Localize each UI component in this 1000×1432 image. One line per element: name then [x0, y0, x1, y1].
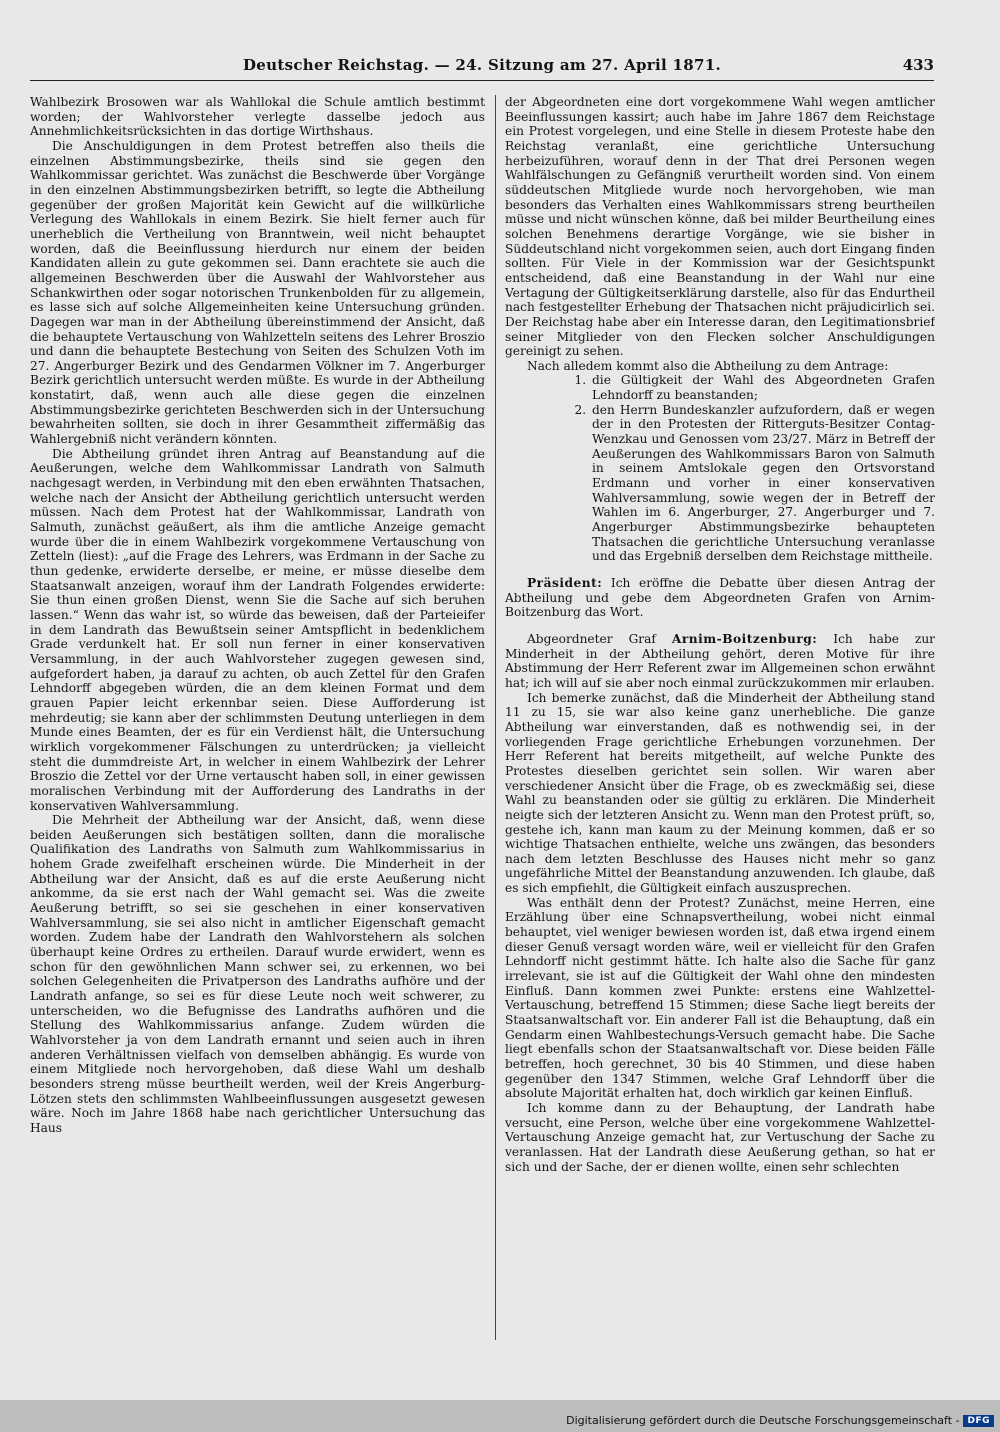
column-divider — [495, 95, 496, 1340]
president-statement — [505, 576, 935, 620]
speaker-name: Präsident: — [527, 576, 603, 590]
paragraph: der Abgeordneten eine dort vorgekommene Wahl wegen amtlicher Beeinflussungen kassirt; auch habe im Jahre 1867 dem Reichstage ein Protest vorgelegen, und eine Stelle in diesem Proteste habe den Reichstag veranlaßt, eine gerichtliche Untersuchung herbeizuführen, worauf denn in der That drei Personen wegen Wahlfälschungen zu Gefängniß verurtheilt worden sind. Von einem süddeutschen Mitgliede wurde noch hervorgehoben, wie man besonders das Verhalten eines Wahlkommissars streng beurtheilen müsse und nicht wünschen könne, daß bei milder Beurtheilung eines solchen Benehmens derartige Vorgänge, wie sie bisher in Süddeutschland nicht vorgekommen seien, auch dort Eingang finden sollten. Für Viele in der Kommission war der Gesichtspunkt entscheidend, daß eine Beanstandung in der Wahl nur eine Vertagung der Gültigkeitserklärung darstelle, also für das Endurtheil nach festgestellter Erhebung der Thatsachen nicht präjudicirlich sei. Der Reichstag habe aber ein Interesse daran, den Legitimationsbrief seiner Mitglieder von den Flecken solcher Anschuldigungen gereinigt zu sehen. — [505, 95, 935, 359]
motion-item: 2. den Herrn Bundeskanzler aufzufordern, daß er wegen der in den Protesten der Ritterguts-Besitzer Contag-Wenzkau und Genossen vom 23/27. März in Betreff der Aeußerungen des Wahlkommissars Baron von Salmuth in seinem Amtslokale gegen den Ortsvorstand Erdmann und vorher in einer konservativen Wahlversammlung, sowie wegen der in Betreff der Wahlen im 6. Angerburger, 27. Angerburger und 7. Angerburger Abstimmungsbezirke behaupteten Thatsachen die gerichtliche Untersuchung veranlasse und das Ergebniß derselben dem Reichstage mittheile. — [590, 403, 935, 564]
speaker-prefix: Abgeordneter Graf — [527, 631, 656, 646]
right-column — [505, 95, 935, 1340]
paragraph: Ich komme dann zu der Behauptung, der Landrath habe versucht, eine Person, welche über eine vorgekommene Wahlzettel-Vertauschung Anzeige gemacht hat, zur Vertuschung der Sache zu veranlassen. Hat der Landrath diese Aeußerung gethan, so hat er sich und der Sache, der er dienen wollte, einen sehr schlechten — [505, 1100, 935, 1174]
paragraph: Ich bemerke zunächst, daß die Minderheit der Abtheilung stand 11 zu 15, sie war also keine ganz unerhebliche. Die ganze Abtheilung war einverstanden, daß es nothwendig sei, in der vorliegenden Frage gerichtliche Erhebungen vorzunehmen. Der Herr Referent hat bereits mitgetheilt, auf welche Punkte des Protestes dieselben gerichtet sein sollen. Wir waren aber verschiedener Ansicht über die Frage, ob es zweckmäßig sei, diese Wahl zu beanstanden oder sie gültig zu erklären. Die Minderheit neigte sich der letzteren Ansicht zu. Wenn man den Protest prüft, so, gestehe ich, kann man kaum zu der Meinung kommen, daß er so wichtige Thatsachen enthielte, welche uns zwängen, das besonders nach dem letzten Beschlusse des Hauses nicht mehr so ganz ungefährliche Mittel der Beanstandung anzuwenden. Ich glaube, daß es sich empfiehlt, die Gültigkeit einfach auszusprechen. — [505, 690, 935, 896]
paragraph: Was enthält denn der Protest? Zunächst, meine Herren, eine Erzählung über eine Schnapsvertheilung, wobei nicht einmal behauptet, viel weniger bewiesen worden ist, daß etwa irgend einem dieser Genuß versagt worden wäre, weil er vielleicht für den Grafen Lehndorff nicht gestimmt hätte. Ich halte also die Sache für ganz irrelevant, sie ist auf die Gültigkeit der Wahl ohne den mindesten Einfluß. Dann kommen zwei Punkte: erstens eine Wahlzettel-Vertauschung, betreffend 15 Stimmen; diese Sache liegt bereits der Staatsanwaltschaft vor. Ein anderer Fall ist die Behauptung, daß ein Gendarm einen Wahlbestechungs-Versuch gemacht habe. Die Sache liegt ebenfalls schon der Staatsanwaltschaft vor. Diese beiden Fälle betreffen, hoch gerechnet, 30 bis 40 Stimmen, und diese haben gegenüber den 1347 Stimmen, welche Graf Lehndorff über die absolute Majorität erhalten hat, doch wirklich gar keinen Einfluß. — [505, 895, 935, 1101]
left-column — [30, 95, 485, 1340]
credit-text: Digitalisierung gefördert durch die Deutsche Forschungsgemeinschaft - — [566, 1414, 960, 1427]
paragraph: Nach alledem kommt also die Abtheilung zu dem Antrage: — [527, 358, 889, 373]
motion-list — [505, 373, 935, 564]
speaker-name: Arnim-Boitzenburg: — [671, 631, 818, 646]
motion-item: 1. die Gültigkeit der Wahl des Abgeordneten Grafen Lehndorff zu beanstanden; — [590, 373, 935, 402]
page-header — [30, 54, 934, 81]
digitization-credit — [566, 1414, 994, 1427]
dfg-logo: DFG — [963, 1415, 994, 1427]
page-number: 433 — [902, 56, 934, 74]
paragraph: Die Mehrheit der Abtheilung war der Ansicht, daß, wenn diese beiden Aeußerungen sich bestätigen sollten, dann die moralische Qualifikation des Landraths von Salmuth zum Wahlkommissarius in hohem Grade zweifelhaft erscheinen würde. Die Minderheit in der Abtheilung war der Ansicht, daß es auf die erste Aeußerung nicht ankomme, da sie erst nach der Wahl gemacht sei. Was die zweite Aeußerung betrifft, so sei sie geschehen in einer konservativen Wahlversammlung, sie sei also nicht in amtlicher Eigenschaft gemacht worden. Zudem habe der Landrath den Wahlvorstehern als solchen überhaupt keine Ordres zu ertheilen. Darauf wurde erwidert, wenn es schon für den gewöhnlichen Mann schwer sei, zu erkennen, wo bei solchen Gelegenheiten die Privatperson des Landraths aufhöre und der Landrath anfange, so sei es für diese Leute noch weit schwerer, zu unterscheiden, wo die Befugnisse des Landraths aufhören und die Stellung des Wahlkommissarius anfange. Zudem würden die Wahlvorsteher ja von dem Landrath ernannt und seien auch in ihren anderen Verhältnissen vielfach von demselben abhängig. Es wurde von einem Mitgliede noch hervorgehoben, daß diese Wahl um deshalb besonders streng müsse beurtheilt werden, weil der Kreis Angerburg-Lötzen stets den schlimmsten Wahlbeeinflussungen ausgesetzt gewesen wäre. Noch im Jahre 1868 habe nach gerichtlicher Untersuchung das Haus — [30, 813, 485, 1135]
statement-text: Ich habe zur Minderheit in der Abtheilung gehört, deren Motive für ihre Abstimmung der Herr Referent zwar im Allgemeinen schon erwähnt hat; ich will auf sie aber noch einmal zurückzukommen mir erlauben. — [505, 631, 935, 690]
statement-text: Ich eröffne die Debatte über diesen Antrag der Abtheilung und gebe dem Abgeordneten Grafen von Arnim-Boitzenburg das Wort. — [505, 576, 935, 620]
paragraph: Die Abtheilung gründet ihren Antrag auf Beanstandung auf die Aeußerungen, welche dem Wahlkommissar Landrath von Salmuth nachgesagt werden, in Verbindung mit den eben erwähnten Thatsachen, welche nach der Ansicht der Abtheilung gerichtlich untersucht werden müssen. Nach dem Protest hat der Wahlkommissar, Landrath von Salmuth, zunächst geäußert, als ihm die amtliche Anzeige gemacht wurde über die in einem Wahlbezirk vorgekommene Vertauschung von Zetteln (liest): „auf die Frage des Lehrers, was Erdmann in der Sache zu thun gedenke, erwiderte derselbe, er meine, er müsse dieselbe dem Staatsanwalt anzeigen, worauf ihm der Landrath Folgendes erwiderte: Sie thun einen großen Dienst, wenn Sie die Sache auf sich beruhen lassen.“ Wenn das wahr ist, so würde das beweisen, daß der Parteieifer in dem Landrath das Bewußtsein seiner Amtspflicht in bedenklichem Grade verdunkelt hat. Er soll nun ferner in einer konservativen Versammlung, in der auch Wahlvorsteher zugegen gewesen sind, aufgefordert haben, ja darauf zu achten, ob auch Zettel für den Grafen Lehndorff abgegeben würden, die an dem kleinen Format und dem grauen Papier leicht erkennbar seien. Diese Aufforderung ist mehrdeutig; sie kann aber der schlimmsten Deutung unterliegen in dem Munde eines Beamten, der es für ein Verdienst hält, die Untersuchung wirklich vorgekommener Fälschungen zu unterdrücken; ja vielleicht steht die dummdreiste Art, in welcher in einem Wahlbezirk der Lehrer Broszio die Zettel vor der Urne vertauscht haben soll, in einer gewissen moralischen Verbindung mit der Aufforderung des Landraths in der konservativen Wahlversammlung. — [30, 446, 485, 813]
paragraph: Die Anschuldigungen in dem Protest betreffen also theils die einzelnen Abstimmungsbezirke, theils sind sie gegen den Wahlkommissar gerichtet. Was zunächst die Beschwerde über Vorgänge in den einzelnen Abstimmungsbezirken betrifft, so legte die Abtheilung gegenüber der großen Majorität kein Gewicht auf die willkürliche Verlegung des Wahllokals in einem Bezirk. Sie hielt ferner auch für unerheblich die Vertheilung von Branntwein, weil nicht behauptet worden, daß die Beeinflussung hierdurch nur einem der beiden Kandidaten allein zu gute gekommen sei. Dann erachtete sie auch die allgemeinen Beschwerden über die Auswahl der Wahlvorsteher aus Schankwirthen oder sogar notorischen Trunkenbolden für zu allgemein, es lasse sich auf solche Allgemeinheiten keine Untersuchung gründen. Dagegen war man in der Abtheilung übereinstimmend der Ansicht, daß die behauptete Vertauschung von Wahlzetteln seitens des Lehrer Broszio und dann die behauptete Bestechung von Seiten des Schulzen Voth im 27. Angerburger Bezirk und des Gendarmen Völkner im 7. Angerburger Bezirk gerichtlich untersucht werden müßte. Es wurde in der Abtheilung konstatirt, daß, wenn auch alle diese gegen die einzelnen Abstimmungsbezirke gerichteten Beschwerden sich in der Untersuchung bewahrheiten sollten, sie doch in ihrer Gesammtheit ziffermäßig das Wahlergebniß nicht verändern könnten. — [30, 138, 485, 447]
paragraph: Wahlbezirk Brosowen war als Wahllokal die Schule amtlich bestimmt worden; der Wahlvorsteher verlegte dasselbe jedoch aus Annehmlichkeitsrücksichten in das dortige Wirthshaus. — [30, 95, 485, 139]
arnim-statement — [505, 632, 935, 691]
running-title: Deutscher Reichstag. — 24. Sitzung am 27. April 1871. — [243, 56, 721, 74]
